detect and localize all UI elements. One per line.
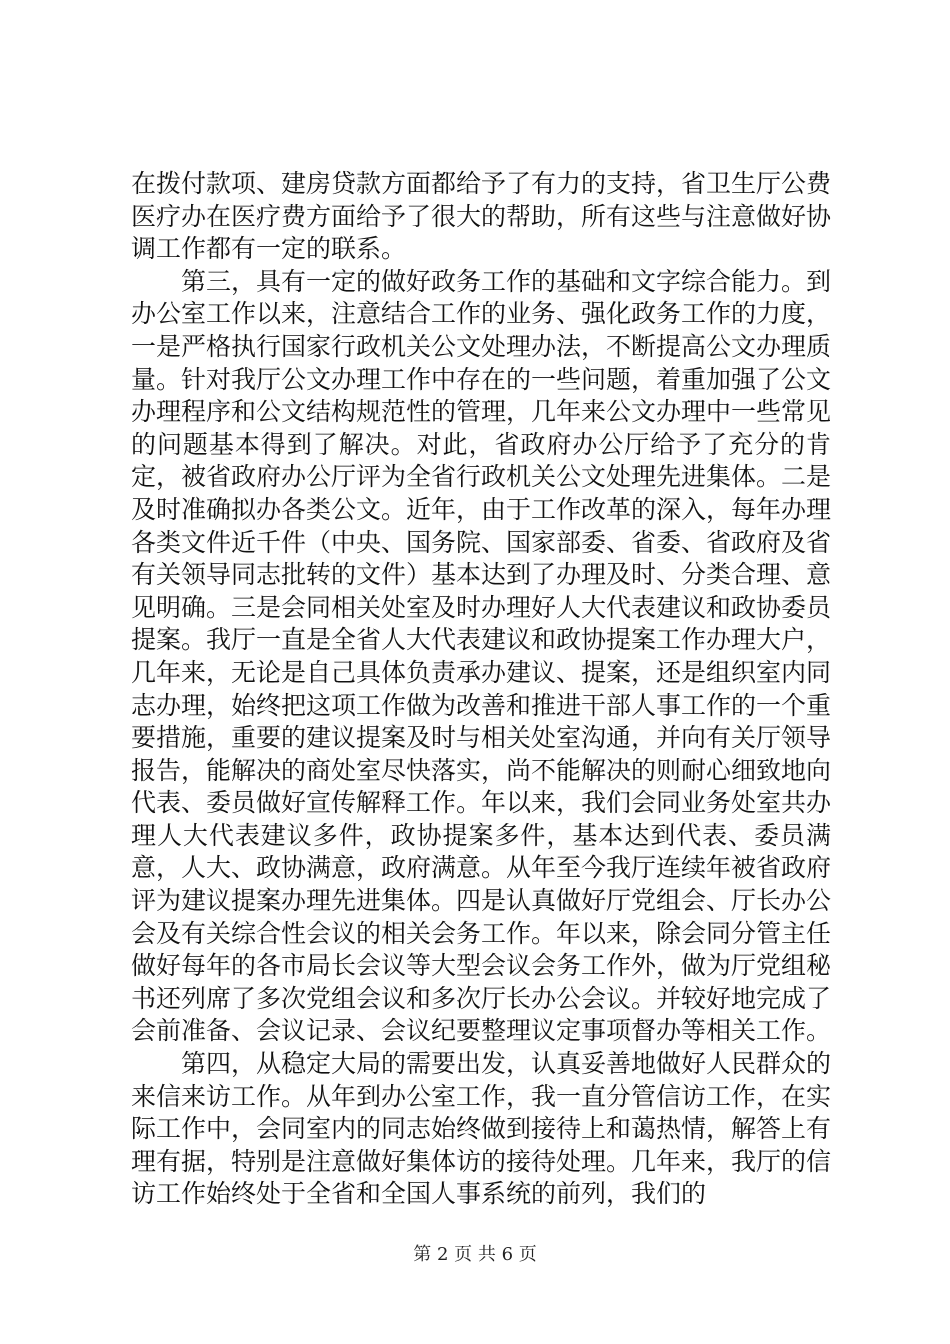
paragraph-1: 在拨付款项、建房贷款方面都给予了有力的支持，省卫生厅公费医疗办在医疗费方面给予了很大的帮助，所有这些与注意做好协调工作都有一定的联系。 <box>131 169 832 264</box>
page-footer: 第 2 页 共 6 页 <box>413 1244 537 1265</box>
paragraph-2: 第三，具有一定的做好政务工作的基础和文字综合能力。到办公室工作以来，注意结合工作的业务、强化政务工作的力度，一是严格执行国家行政机关公文处理办法，不断提高公文办理质量。针对我厅公文办理工作中存在的一些问题，着重加强了公文办理程序和公文结构规范性的管理，几年来公文办理中一些常见的问题基本得到了解决。对此，省政府办公厅给予了充分的肯定，被省政府办公厅评为全省行政机关公文处理先进集体。二是及时准确拟办各类公文。近年，由于工作改革的深入，每年办理各类文件近千件（中央、国务院、国家部委、省委、省政府及省有关领导同志批转的文件）基本达到了办理及时、分类合理、意见明确。三是会同相关处室及时办理好人大代表建议和政协委员提案。我厅一直是全省人大代表建议和政协提案工作办理大户，几年来，无论是自己具体负责承办建议、提案，还是组织室内同志办理，始终把这项工作做为改善和推进干部人事工作的一个重要措施，重要的建议提案及时与相关处室沟通，并向有关厅领导报告，能解决的商处室尽快落实，尚不能解决的则耐心细致地向代表、委员做好宣传解释工作。年以来，我们会同业务处室共办理人大代表建议多件，政协提案多件，基本达到代表、委员满意，人大、政协满意，政府满意。从年至今我厅连续年被省政府评为建议提案办理先进集体。四是认真做好厅党组会、厅长办公会及有关综合性会议的相关会务工作。年以来，除会同分管主任做好每年的各市局长会议等大型会议会务工作外，做为厅党组秘书还列席了多次党组会议和多次厅长办公会议。并较好地完成了会前准备、会议记录、会议纪要整理议定事项督办等相关工作。 <box>131 266 832 1046</box>
paragraph-3: 第四，从稳定大局的需要出发，认真妥善地做好人民群众的来信来访工作。从年到办公室工作，我一直分管信访工作，在实际工作中，会同室内的同志始终做到接待上和蔼热情，解答上有理有据，特别是注意做好集体访的接待处理。几年来，我厅的信访工作始终处于全省和全国人事系统的前列，我们的 <box>131 1049 832 1209</box>
body-text <box>131 168 831 1211</box>
